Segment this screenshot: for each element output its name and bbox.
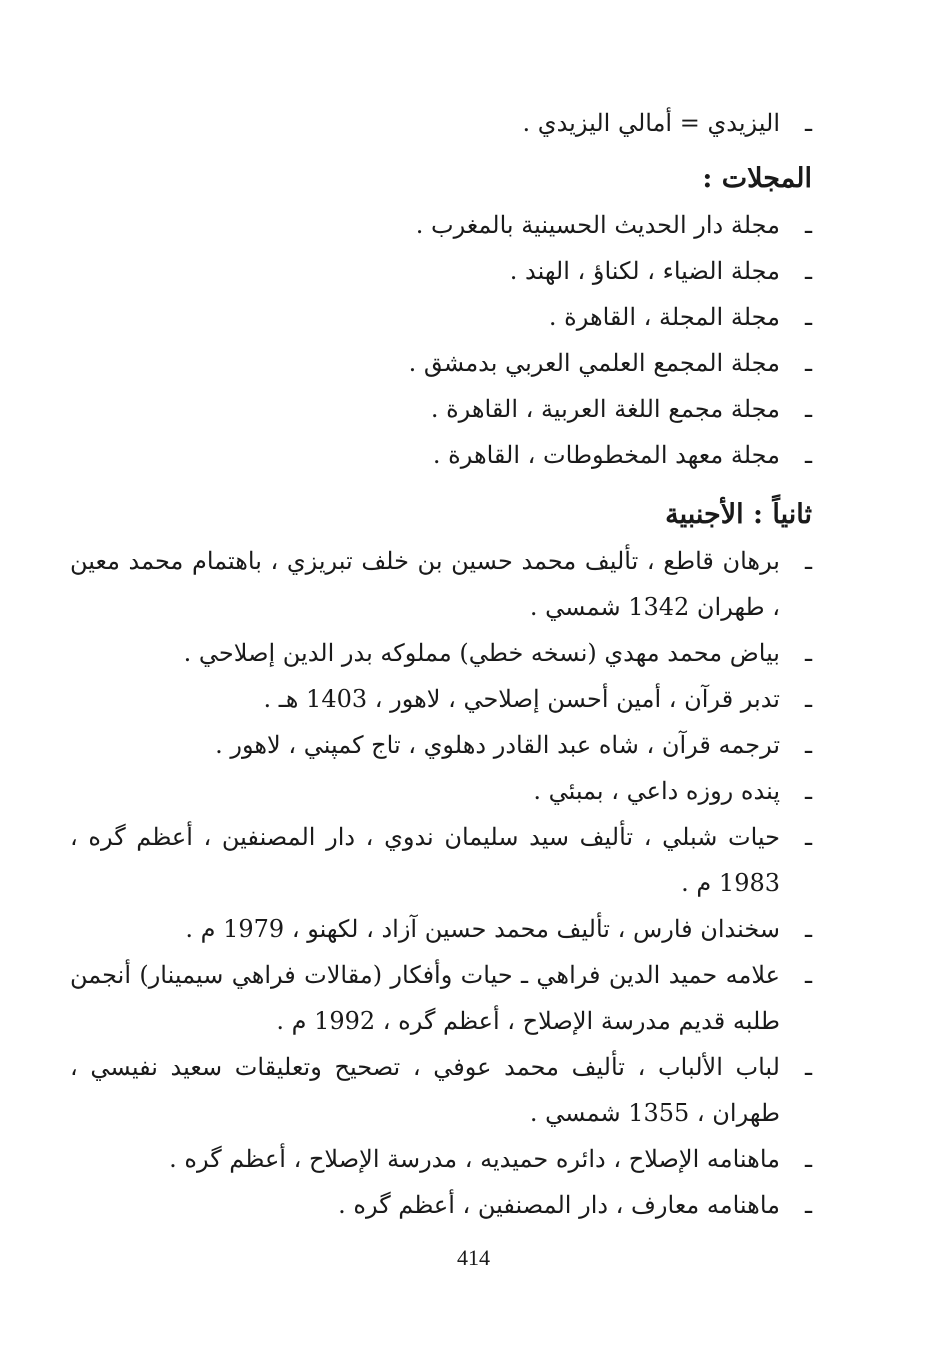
list-item: [70, 1136, 812, 1182]
entry-dash: ـ: [804, 1053, 812, 1081]
entry-text: مجلة الضياء ، لكناؤ ، الهند .: [509, 257, 780, 285]
list-item: [70, 386, 812, 432]
list-item: [70, 630, 812, 676]
entry-dash: ـ: [804, 823, 812, 851]
list-item-top: [70, 100, 812, 146]
list-item: [70, 1044, 812, 1136]
list-item: [70, 340, 812, 386]
entry-dash: ـ: [804, 395, 812, 423]
entry-dash: ـ: [804, 1145, 812, 1173]
entry-text: علامه حميد الدين فراهي ـ حيات وأفكار (مقالات فراهي سيمينار) أنجمن طلبه قديم مدرسة الإصلاح ، أعظم گره ، 1992 م .: [70, 961, 780, 1035]
entry-dash: ـ: [804, 547, 812, 575]
list-item: [70, 952, 812, 1044]
entry-text: لباب الألباب ، تأليف محمد عوفي ، تصحيح وتعليقات سعيد نفيسي ، طهران ، 1355 شمسي .: [70, 1053, 780, 1127]
entry-text: مجلة المجمع العلمي العربي بدمشق .: [408, 349, 780, 377]
section-heading-foreign: ثانياً : الأجنبية: [665, 499, 812, 530]
list-item: [70, 906, 812, 952]
list-item: [70, 814, 812, 906]
list-item: [70, 248, 812, 294]
entry-dash: ـ: [804, 349, 812, 377]
list-item: [70, 202, 812, 248]
entry-dash: ـ: [804, 731, 812, 759]
entry-dash: ـ: [804, 685, 812, 713]
entry-dash: ـ: [804, 777, 812, 805]
entry-dash: ـ: [804, 303, 812, 331]
entry-dash: ـ: [804, 915, 812, 943]
entry-text: سخندان فارس ، تأليف محمد حسين آزاد ، لكهنو ، 1979 م .: [185, 915, 780, 943]
entry-text: حيات شبلي ، تأليف سيد سليمان ندوي ، دار المصنفين ، أعظم گره ، 1983 م .: [70, 823, 780, 897]
entry-text: اليزيدي = أمالي اليزيدي .: [522, 109, 780, 137]
entry-dash: ـ: [804, 257, 812, 285]
entry-dash: ـ: [804, 441, 812, 469]
list-item: [70, 1182, 812, 1228]
list-item: [70, 676, 812, 722]
entry-dash: ـ: [804, 639, 812, 667]
entry-text: مجلة معهد المخطوطات ، القاهرة .: [432, 441, 780, 469]
entry-dash: ـ: [804, 109, 812, 137]
list-item: [70, 538, 812, 630]
list-item: [70, 432, 812, 478]
list-item: [70, 294, 812, 340]
entry-text: برهان قاطع ، تأليف محمد حسين بن خلف تبريزي ، باهتمام محمد معين ، طهران 1342 شمسي .: [70, 547, 780, 621]
list-item: [70, 722, 812, 768]
page-number: 414: [457, 1245, 490, 1270]
entry-text: تدبر قرآن ، أمين أحسن إصلاحي ، لاهور ، 1403 هـ .: [263, 685, 780, 713]
entry-dash: ـ: [804, 961, 812, 989]
text-column: [70, 100, 812, 1228]
entry-text: مجلة المجلة ، القاهرة .: [548, 303, 780, 331]
entry-text: ترجمه قرآن ، شاه عبد القادر دهلوي ، تاج كمپني ، لاهور .: [215, 731, 780, 759]
entry-text: ماهنامه الإصلاح ، دائره حميديه ، مدرسة الإصلاح ، أعظم گره .: [169, 1145, 780, 1173]
entry-text: پنده روزه داعي ، بمبئي .: [533, 777, 780, 805]
entry-text: مجلة مجمع اللغة العربية ، القاهرة .: [430, 395, 780, 423]
entry-text: مجلة دار الحديث الحسينية بالمغرب .: [415, 211, 780, 239]
entry-dash: ـ: [804, 1191, 812, 1219]
list-item: [70, 768, 812, 814]
section-heading-journals: المجلات :: [702, 163, 812, 194]
entry-dash: ـ: [804, 211, 812, 239]
entry-text: ماهنامه معارف ، دار المصنفين ، أعظم گره .: [338, 1191, 780, 1219]
entry-text: بياض محمد مهدي (نسخه خطي) مملوكه بدر الدين إصلاحي .: [183, 639, 780, 667]
